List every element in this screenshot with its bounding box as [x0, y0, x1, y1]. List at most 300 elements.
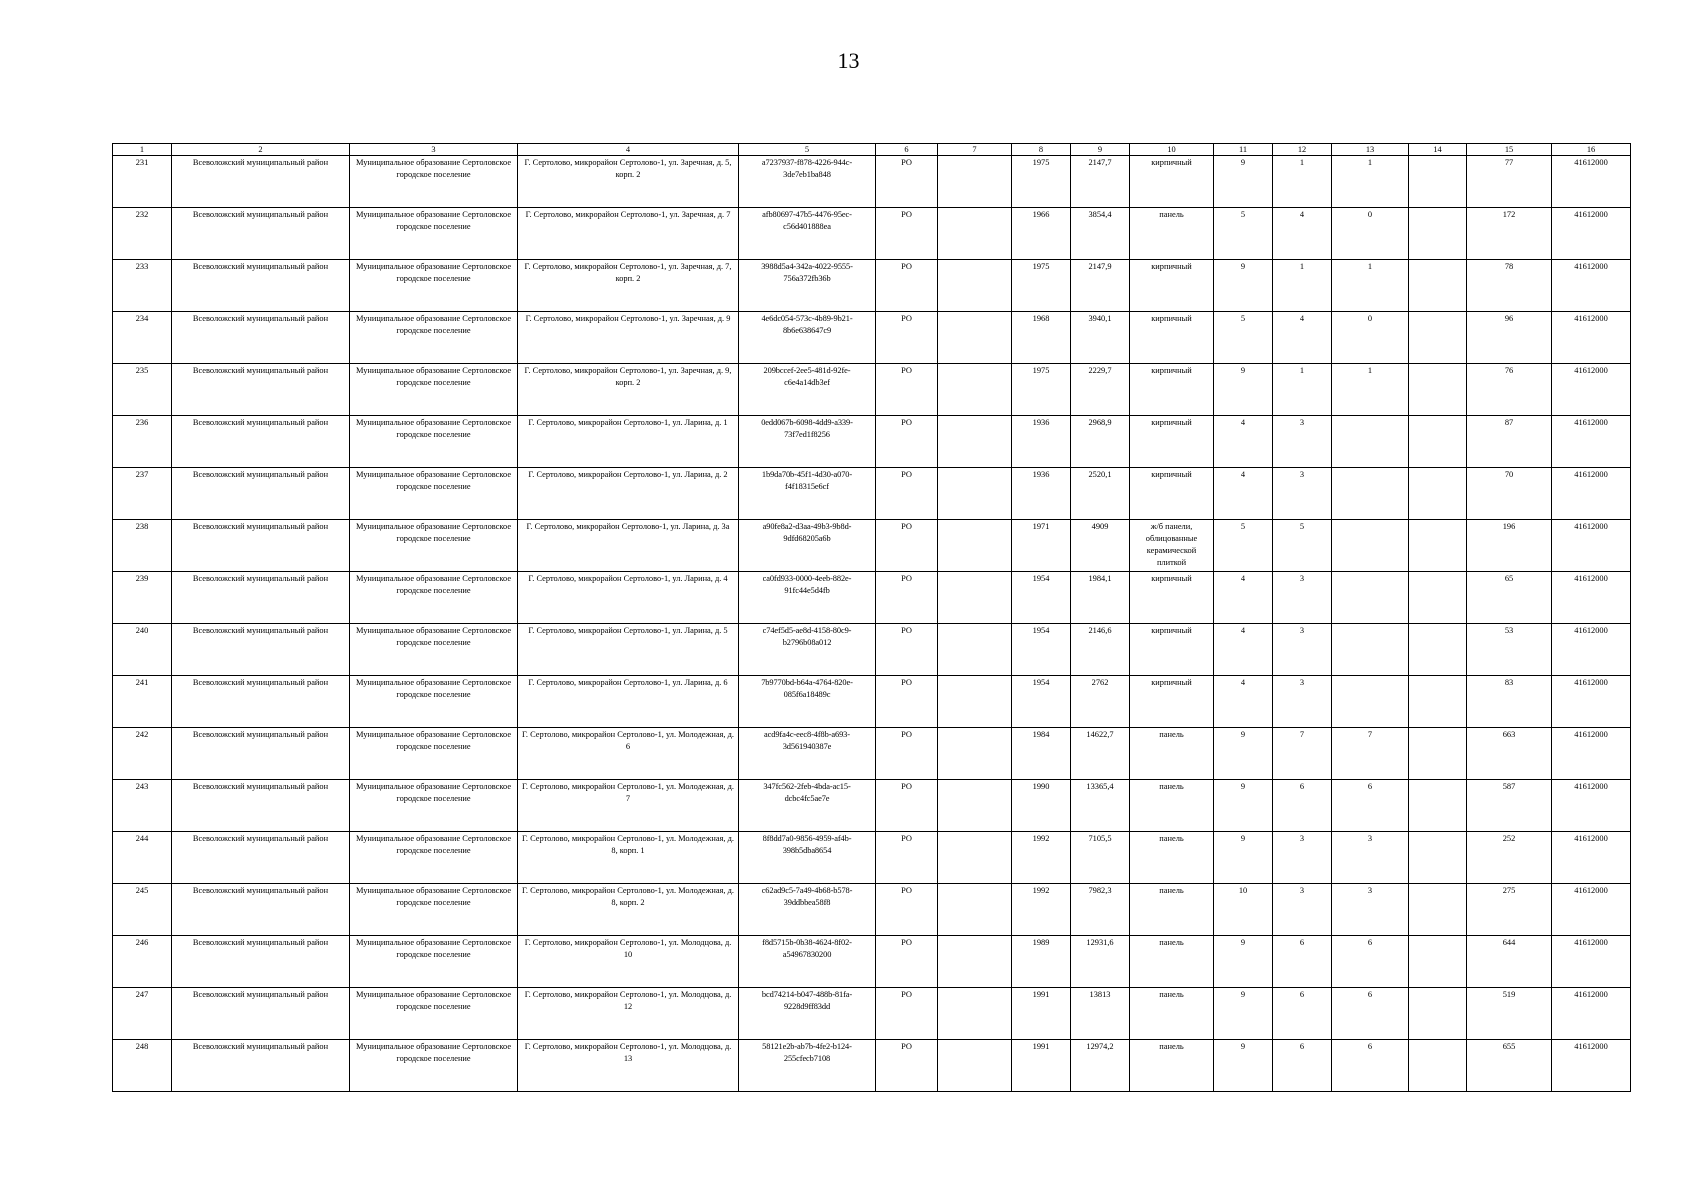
column-header: 3 — [350, 144, 518, 156]
guid-cell: c74ef5d5-ae8d-4158-80c9-b2796b08a012 — [739, 624, 876, 676]
status-cell: РО — [876, 468, 938, 520]
guid-cell: afb80697-47b5-4476-95ec-c56d401888ea — [739, 208, 876, 260]
apartments-cell: 644 — [1467, 936, 1552, 988]
status-cell: РО — [876, 832, 938, 884]
column-header: 13 — [1332, 144, 1409, 156]
entrances-cell: 3 — [1273, 624, 1332, 676]
empty-cell — [938, 364, 1012, 416]
row-number-cell: 247 — [113, 988, 172, 1040]
entrances-cell: 3 — [1273, 572, 1332, 624]
entrances-cell: 6 — [1273, 936, 1332, 988]
year-cell: 1992 — [1012, 832, 1071, 884]
empty-cell — [1409, 728, 1467, 780]
lifts-cell: 6 — [1332, 780, 1409, 832]
apartments-cell: 76 — [1467, 364, 1552, 416]
guid-cell: bcd74214-b047-488b-81fa-9228d9ff83dd — [739, 988, 876, 1040]
lifts-cell: 7 — [1332, 728, 1409, 780]
guid-cell: 209bccef-2ee5-481d-92fe-c6e4a14db3ef — [739, 364, 876, 416]
entrances-cell: 6 — [1273, 1040, 1332, 1092]
oktmo-cell: 41612000 — [1552, 936, 1631, 988]
table-header — [113, 144, 1631, 156]
oktmo-cell: 41612000 — [1552, 416, 1631, 468]
area-cell: 1984,1 — [1071, 572, 1130, 624]
area-cell: 13813 — [1071, 988, 1130, 1040]
column-header: 8 — [1012, 144, 1071, 156]
guid-cell: 0edd067b-6098-4dd9-a339-73f7ed1f8256 — [739, 416, 876, 468]
floors-cell: 10 — [1214, 884, 1273, 936]
wall-material-cell: кирпичный — [1130, 572, 1214, 624]
floors-cell: 4 — [1214, 624, 1273, 676]
area-cell: 3940,1 — [1071, 312, 1130, 364]
row-number-cell: 248 — [113, 1040, 172, 1092]
entrances-cell: 1 — [1273, 260, 1332, 312]
status-cell: РО — [876, 260, 938, 312]
district-cell: Всеволожский муниципальный район — [172, 520, 350, 572]
column-header: 1 — [113, 144, 172, 156]
area-cell: 3854,4 — [1071, 208, 1130, 260]
empty-cell — [938, 468, 1012, 520]
status-cell: РО — [876, 1040, 938, 1092]
district-cell: Всеволожский муниципальный район — [172, 260, 350, 312]
oktmo-cell: 41612000 — [1552, 676, 1631, 728]
oktmo-cell: 41612000 — [1552, 780, 1631, 832]
oktmo-cell: 41612000 — [1552, 988, 1631, 1040]
column-header: 10 — [1130, 144, 1214, 156]
oktmo-cell: 41612000 — [1552, 832, 1631, 884]
address-cell: Г. Сертолово, микрорайон Сертолово-1, ул. Ларина, д. 4 — [518, 572, 739, 624]
entrances-cell: 6 — [1273, 780, 1332, 832]
page-number: 13 — [837, 48, 860, 73]
lifts-cell — [1332, 416, 1409, 468]
lifts-cell: 1 — [1332, 260, 1409, 312]
empty-cell — [1409, 780, 1467, 832]
row-number-cell: 237 — [113, 468, 172, 520]
apartments-cell: 78 — [1467, 260, 1552, 312]
floors-cell: 9 — [1214, 936, 1273, 988]
address-cell: Г. Сертолово, микрорайон Сертолово-1, ул. Заречная, д. 9, корп. 2 — [518, 364, 739, 416]
address-cell: Г. Сертолово, микрорайон Сертолово-1, ул. Заречная, д. 5, корп. 2 — [518, 156, 739, 208]
row-number-cell: 234 — [113, 312, 172, 364]
district-cell: Всеволожский муниципальный район — [172, 572, 350, 624]
district-cell: Всеволожский муниципальный район — [172, 728, 350, 780]
area-cell: 2147,7 — [1071, 156, 1130, 208]
area-cell: 7982,3 — [1071, 884, 1130, 936]
address-cell: Г. Сертолово, микрорайон Сертолово-1, ул. Заречная, д. 7, корп. 2 — [518, 260, 739, 312]
lifts-cell: 6 — [1332, 988, 1409, 1040]
status-cell: РО — [876, 572, 938, 624]
district-cell: Всеволожский муниципальный район — [172, 208, 350, 260]
year-cell: 1954 — [1012, 572, 1071, 624]
year-cell: 1968 — [1012, 312, 1071, 364]
apartments-cell: 252 — [1467, 832, 1552, 884]
oktmo-cell: 41612000 — [1552, 208, 1631, 260]
municipality-cell: Муниципальное образование Сертоловское городское поселение — [350, 468, 518, 520]
table-row — [113, 1040, 1631, 1092]
lifts-cell: 1 — [1332, 364, 1409, 416]
floors-cell: 4 — [1214, 468, 1273, 520]
guid-cell: ca0fd933-0000-4eeb-882e-91fc44e5d4fb — [739, 572, 876, 624]
year-cell: 1990 — [1012, 780, 1071, 832]
empty-cell — [938, 624, 1012, 676]
oktmo-cell: 41612000 — [1552, 572, 1631, 624]
floors-cell: 9 — [1214, 832, 1273, 884]
address-cell: Г. Сертолово, микрорайон Сертолово-1, ул. Заречная, д. 9 — [518, 312, 739, 364]
row-number-cell: 246 — [113, 936, 172, 988]
year-cell: 1936 — [1012, 468, 1071, 520]
address-cell: Г. Сертолово, микрорайон Сертолово-1, ул. Ларина, д. 2 — [518, 468, 739, 520]
address-cell: Г. Сертолово, микрорайон Сертолово-1, ул. Молодцова, д. 10 — [518, 936, 739, 988]
guid-cell: a90fe8a2-d3aa-49b3-9b8d-9dfd68205a6b — [739, 520, 876, 572]
floors-cell: 9 — [1214, 988, 1273, 1040]
year-cell: 1975 — [1012, 364, 1071, 416]
lifts-cell — [1332, 520, 1409, 572]
address-cell: Г. Сертолово, микрорайон Сертолово-1, ул. Молодежная, д. 7 — [518, 780, 739, 832]
wall-material-cell: ж/б панели, облицованные керамической плиткой — [1130, 520, 1214, 572]
municipality-cell: Муниципальное образование Сертоловское городское поселение — [350, 728, 518, 780]
empty-cell — [1409, 624, 1467, 676]
address-cell: Г. Сертолово, микрорайон Сертолово-1, ул. Ларина, д. 5 — [518, 624, 739, 676]
apartments-cell: 70 — [1467, 468, 1552, 520]
address-cell: Г. Сертолово, микрорайон Сертолово-1, ул. Молодежная, д. 6 — [518, 728, 739, 780]
guid-cell: f8d5715b-0b38-4624-8f02-a54967830200 — [739, 936, 876, 988]
year-cell: 1992 — [1012, 884, 1071, 936]
area-cell: 2968,9 — [1071, 416, 1130, 468]
table-row — [113, 364, 1631, 416]
floors-cell: 4 — [1214, 572, 1273, 624]
apartments-cell: 663 — [1467, 728, 1552, 780]
wall-material-cell: кирпичный — [1130, 364, 1214, 416]
empty-cell — [1409, 988, 1467, 1040]
empty-cell — [938, 260, 1012, 312]
oktmo-cell: 41612000 — [1552, 260, 1631, 312]
municipality-cell: Муниципальное образование Сертоловское городское поселение — [350, 936, 518, 988]
year-cell: 1984 — [1012, 728, 1071, 780]
address-cell: Г. Сертолово, микрорайон Сертолово-1, ул. Молодцова, д. 12 — [518, 988, 739, 1040]
wall-material-cell: панель — [1130, 936, 1214, 988]
year-cell: 1936 — [1012, 416, 1071, 468]
guid-cell: acd9fa4c-eec8-4f8b-a693-3d561940387e — [739, 728, 876, 780]
empty-cell — [1409, 208, 1467, 260]
guid-cell: 347fc562-2feb-4bda-ac15-dcbc4fc5ae7e — [739, 780, 876, 832]
row-number-cell: 233 — [113, 260, 172, 312]
municipality-cell: Муниципальное образование Сертоловское городское поселение — [350, 884, 518, 936]
floors-cell: 9 — [1214, 260, 1273, 312]
entrances-cell: 4 — [1273, 312, 1332, 364]
year-cell: 1975 — [1012, 156, 1071, 208]
lifts-cell: 0 — [1332, 312, 1409, 364]
lifts-cell: 6 — [1332, 1040, 1409, 1092]
oktmo-cell: 41612000 — [1552, 1040, 1631, 1092]
oktmo-cell: 41612000 — [1552, 728, 1631, 780]
status-cell: РО — [876, 676, 938, 728]
guid-cell: 3988d5a4-342a-4022-9555-756a372fb36b — [739, 260, 876, 312]
column-header: 15 — [1467, 144, 1552, 156]
column-header: 14 — [1409, 144, 1467, 156]
table-row — [113, 312, 1631, 364]
table-row — [113, 780, 1631, 832]
year-cell: 1971 — [1012, 520, 1071, 572]
status-cell: РО — [876, 936, 938, 988]
table-row — [113, 416, 1631, 468]
address-cell: Г. Сертолово, микрорайон Сертолово-1, ул. Молодцова, д. 13 — [518, 1040, 739, 1092]
column-number-row — [113, 144, 1631, 156]
empty-cell — [1409, 832, 1467, 884]
entrances-cell: 1 — [1273, 364, 1332, 416]
municipality-cell: Муниципальное образование Сертоловское городское поселение — [350, 780, 518, 832]
lifts-cell — [1332, 468, 1409, 520]
status-cell: РО — [876, 156, 938, 208]
floors-cell: 4 — [1214, 416, 1273, 468]
empty-cell — [1409, 884, 1467, 936]
empty-cell — [938, 156, 1012, 208]
table-row — [113, 156, 1631, 208]
apartments-cell: 53 — [1467, 624, 1552, 676]
district-cell: Всеволожский муниципальный район — [172, 312, 350, 364]
wall-material-cell: панель — [1130, 208, 1214, 260]
apartments-cell: 172 — [1467, 208, 1552, 260]
wall-material-cell: кирпичный — [1130, 156, 1214, 208]
lifts-cell: 1 — [1332, 156, 1409, 208]
district-cell: Всеволожский муниципальный район — [172, 1040, 350, 1092]
wall-material-cell: панель — [1130, 780, 1214, 832]
apartments-cell: 196 — [1467, 520, 1552, 572]
table-row — [113, 624, 1631, 676]
empty-cell — [1409, 676, 1467, 728]
floors-cell: 9 — [1214, 156, 1273, 208]
municipality-cell: Муниципальное образование Сертоловское городское поселение — [350, 312, 518, 364]
apartments-cell: 77 — [1467, 156, 1552, 208]
wall-material-cell: кирпичный — [1130, 416, 1214, 468]
entrances-cell: 3 — [1273, 468, 1332, 520]
area-cell: 13365,4 — [1071, 780, 1130, 832]
empty-cell — [938, 988, 1012, 1040]
wall-material-cell: кирпичный — [1130, 468, 1214, 520]
apartments-cell: 275 — [1467, 884, 1552, 936]
area-cell: 2229,7 — [1071, 364, 1130, 416]
guid-cell: 7b9770bd-b64a-4764-820e-085f6a18489c — [739, 676, 876, 728]
row-number-cell: 231 — [113, 156, 172, 208]
oktmo-cell: 41612000 — [1552, 468, 1631, 520]
entrances-cell: 3 — [1273, 884, 1332, 936]
apartments-cell: 96 — [1467, 312, 1552, 364]
area-cell: 4909 — [1071, 520, 1130, 572]
empty-cell — [1409, 312, 1467, 364]
municipality-cell: Муниципальное образование Сертоловское городское поселение — [350, 832, 518, 884]
guid-cell: 1b9da70b-45f1-4d30-a070-f4f18315e6cf — [739, 468, 876, 520]
municipality-cell: Муниципальное образование Сертоловское городское поселение — [350, 624, 518, 676]
row-number-cell: 238 — [113, 520, 172, 572]
address-cell: Г. Сертолово, микрорайон Сертолово-1, ул. Молодежная, д. 8, корп. 2 — [518, 884, 739, 936]
wall-material-cell: панель — [1130, 988, 1214, 1040]
empty-cell — [1409, 364, 1467, 416]
apartments-cell: 65 — [1467, 572, 1552, 624]
apartments-cell: 83 — [1467, 676, 1552, 728]
column-header: 9 — [1071, 144, 1130, 156]
table-row — [113, 468, 1631, 520]
district-cell: Всеволожский муниципальный район — [172, 884, 350, 936]
entrances-cell: 3 — [1273, 832, 1332, 884]
wall-material-cell: кирпичный — [1130, 260, 1214, 312]
entrances-cell: 5 — [1273, 520, 1332, 572]
area-cell: 12931,6 — [1071, 936, 1130, 988]
floors-cell: 5 — [1214, 520, 1273, 572]
row-number-cell: 232 — [113, 208, 172, 260]
floors-cell: 5 — [1214, 208, 1273, 260]
floors-cell: 9 — [1214, 780, 1273, 832]
lifts-cell: 6 — [1332, 936, 1409, 988]
floors-cell: 9 — [1214, 728, 1273, 780]
address-cell: Г. Сертолово, микрорайон Сертолово-1, ул. Ларина, д. 6 — [518, 676, 739, 728]
status-cell: РО — [876, 312, 938, 364]
district-cell: Всеволожский муниципальный район — [172, 624, 350, 676]
status-cell: РО — [876, 884, 938, 936]
empty-cell — [938, 1040, 1012, 1092]
empty-cell — [938, 728, 1012, 780]
entrances-cell: 4 — [1273, 208, 1332, 260]
lifts-cell: 0 — [1332, 208, 1409, 260]
row-number-cell: 244 — [113, 832, 172, 884]
address-cell: Г. Сертолово, микрорайон Сертолово-1, ул. Ларина, д. 1 — [518, 416, 739, 468]
empty-cell — [1409, 468, 1467, 520]
district-cell: Всеволожский муниципальный район — [172, 364, 350, 416]
wall-material-cell: панель — [1130, 1040, 1214, 1092]
wall-material-cell: кирпичный — [1130, 676, 1214, 728]
lifts-cell — [1332, 676, 1409, 728]
entrances-cell: 3 — [1273, 416, 1332, 468]
row-number-cell: 239 — [113, 572, 172, 624]
district-cell: Всеволожский муниципальный район — [172, 468, 350, 520]
entrances-cell: 6 — [1273, 988, 1332, 1040]
column-header: 6 — [876, 144, 938, 156]
oktmo-cell: 41612000 — [1552, 312, 1631, 364]
lifts-cell — [1332, 624, 1409, 676]
floors-cell: 9 — [1214, 1040, 1273, 1092]
row-number-cell: 243 — [113, 780, 172, 832]
empty-cell — [938, 572, 1012, 624]
status-cell: РО — [876, 520, 938, 572]
status-cell: РО — [876, 728, 938, 780]
table-row — [113, 520, 1631, 572]
housing-registry-table — [112, 143, 1631, 1092]
table-row — [113, 572, 1631, 624]
municipality-cell: Муниципальное образование Сертоловское городское поселение — [350, 416, 518, 468]
year-cell: 1975 — [1012, 260, 1071, 312]
empty-cell — [1409, 572, 1467, 624]
empty-cell — [1409, 520, 1467, 572]
status-cell: РО — [876, 364, 938, 416]
empty-cell — [1409, 936, 1467, 988]
table-row — [113, 832, 1631, 884]
table-row — [113, 988, 1631, 1040]
row-number-cell: 245 — [113, 884, 172, 936]
district-cell: Всеволожский муниципальный район — [172, 156, 350, 208]
apartments-cell: 587 — [1467, 780, 1552, 832]
district-cell: Всеволожский муниципальный район — [172, 780, 350, 832]
status-cell: РО — [876, 624, 938, 676]
year-cell: 1991 — [1012, 1040, 1071, 1092]
row-number-cell: 236 — [113, 416, 172, 468]
district-cell: Всеволожский муниципальный район — [172, 676, 350, 728]
district-cell: Всеволожский муниципальный район — [172, 936, 350, 988]
empty-cell — [1409, 156, 1467, 208]
guid-cell: a7237937-f878-4226-944c-3de7eb1ba848 — [739, 156, 876, 208]
empty-cell — [938, 884, 1012, 936]
district-cell: Всеволожский муниципальный район — [172, 832, 350, 884]
entrances-cell: 3 — [1273, 676, 1332, 728]
empty-cell — [938, 520, 1012, 572]
column-header: 11 — [1214, 144, 1273, 156]
apartments-cell: 655 — [1467, 1040, 1552, 1092]
year-cell: 1966 — [1012, 208, 1071, 260]
row-number-cell: 242 — [113, 728, 172, 780]
guid-cell: 58121e2b-ab7b-4fe2-b124-255cfecb7108 — [739, 1040, 876, 1092]
address-cell: Г. Сертолово, микрорайон Сертолово-1, ул. Ларина, д. 3а — [518, 520, 739, 572]
table-row — [113, 884, 1631, 936]
wall-material-cell: кирпичный — [1130, 312, 1214, 364]
apartments-cell: 87 — [1467, 416, 1552, 468]
wall-material-cell: панель — [1130, 884, 1214, 936]
table-row — [113, 260, 1631, 312]
area-cell: 12974,2 — [1071, 1040, 1130, 1092]
column-header: 7 — [938, 144, 1012, 156]
address-cell: Г. Сертолово, микрорайон Сертолово-1, ул. Заречная, д. 7 — [518, 208, 739, 260]
wall-material-cell: панель — [1130, 832, 1214, 884]
column-header: 2 — [172, 144, 350, 156]
year-cell: 1954 — [1012, 624, 1071, 676]
lifts-cell — [1332, 572, 1409, 624]
floors-cell: 9 — [1214, 364, 1273, 416]
entrances-cell: 1 — [1273, 156, 1332, 208]
table-row — [113, 676, 1631, 728]
wall-material-cell: панель — [1130, 728, 1214, 780]
empty-cell — [938, 936, 1012, 988]
area-cell: 14622,7 — [1071, 728, 1130, 780]
area-cell: 2520,1 — [1071, 468, 1130, 520]
floors-cell: 4 — [1214, 676, 1273, 728]
area-cell: 2762 — [1071, 676, 1130, 728]
empty-cell — [938, 832, 1012, 884]
empty-cell — [1409, 260, 1467, 312]
status-cell: РО — [876, 208, 938, 260]
oktmo-cell: 41612000 — [1552, 156, 1631, 208]
municipality-cell: Муниципальное образование Сертоловское городское поселение — [350, 988, 518, 1040]
column-header: 12 — [1273, 144, 1332, 156]
municipality-cell: Муниципальное образование Сертоловское городское поселение — [350, 208, 518, 260]
year-cell: 1991 — [1012, 988, 1071, 1040]
municipality-cell: Муниципальное образование Сертоловское городское поселение — [350, 260, 518, 312]
table-body — [113, 156, 1631, 1092]
empty-cell — [938, 416, 1012, 468]
guid-cell: c62ad9c5-7a49-4b68-b578-39ddbbea58f8 — [739, 884, 876, 936]
oktmo-cell: 41612000 — [1552, 364, 1631, 416]
oktmo-cell: 41612000 — [1552, 624, 1631, 676]
address-cell: Г. Сертолово, микрорайон Сертолово-1, ул. Молодежная, д. 8, корп. 1 — [518, 832, 739, 884]
status-cell: РО — [876, 988, 938, 1040]
municipality-cell: Муниципальное образование Сертоловское городское поселение — [350, 676, 518, 728]
column-header: 4 — [518, 144, 739, 156]
row-number-cell: 241 — [113, 676, 172, 728]
year-cell: 1954 — [1012, 676, 1071, 728]
status-cell: РО — [876, 780, 938, 832]
empty-cell — [938, 676, 1012, 728]
oktmo-cell: 41612000 — [1552, 520, 1631, 572]
empty-cell — [1409, 416, 1467, 468]
year-cell: 1989 — [1012, 936, 1071, 988]
municipality-cell: Муниципальное образование Сертоловское городское поселение — [350, 156, 518, 208]
row-number-cell: 240 — [113, 624, 172, 676]
empty-cell — [938, 312, 1012, 364]
apartments-cell: 519 — [1467, 988, 1552, 1040]
